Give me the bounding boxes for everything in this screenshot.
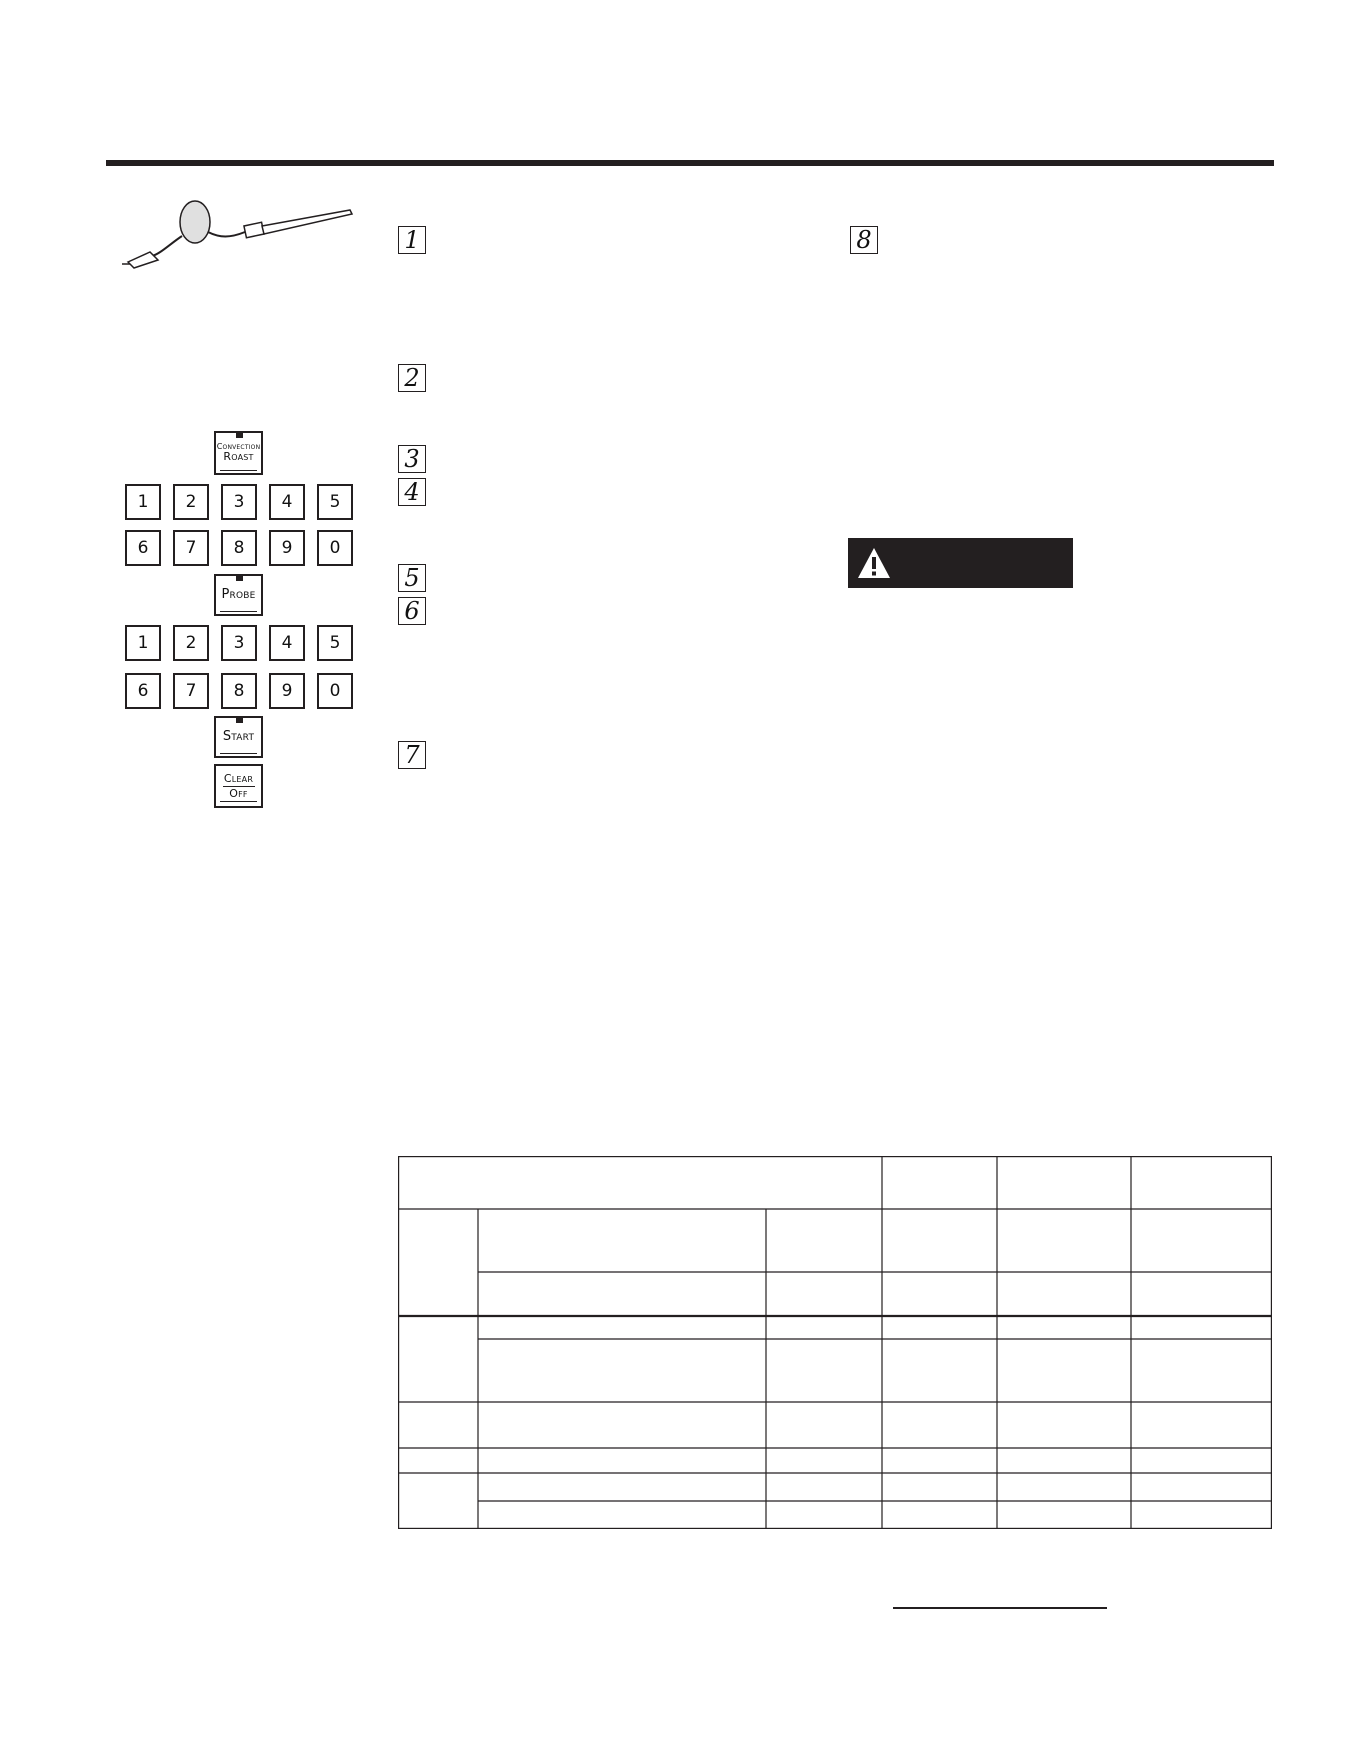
header-rule bbox=[106, 160, 1274, 166]
probe-label: Probe bbox=[221, 587, 256, 603]
digit-2-button[interactable]: 2 bbox=[173, 625, 209, 661]
clear-label: Clear bbox=[223, 771, 254, 785]
digit-3-button[interactable]: 3 bbox=[221, 484, 257, 520]
digit-0-button[interactable]: 0 bbox=[317, 530, 353, 566]
digit-7-button[interactable]: 7 bbox=[173, 673, 209, 709]
indicator-light bbox=[236, 575, 243, 581]
digit-8-button[interactable]: 8 bbox=[221, 530, 257, 566]
step-marker: 4 bbox=[398, 478, 426, 506]
cooking-table bbox=[398, 1156, 1272, 1529]
warning-banner bbox=[848, 538, 1073, 588]
digit-4-button[interactable]: 4 bbox=[269, 484, 305, 520]
indicator-light bbox=[236, 717, 243, 723]
digit-2-button[interactable]: 2 bbox=[173, 484, 209, 520]
step-marker: 6 bbox=[398, 597, 426, 625]
digit-4-button[interactable]: 4 bbox=[269, 625, 305, 661]
step-marker: 5 bbox=[398, 564, 426, 592]
start-label: Start bbox=[222, 729, 255, 745]
digit-9-button[interactable]: 9 bbox=[269, 530, 305, 566]
step-marker: 2 bbox=[398, 364, 426, 392]
digit-8-button[interactable]: 8 bbox=[221, 673, 257, 709]
convection-roast-button[interactable] bbox=[214, 431, 263, 475]
step-marker: 3 bbox=[398, 445, 426, 473]
convection-roast-label-2: Roast bbox=[223, 450, 254, 464]
start-button[interactable] bbox=[214, 716, 263, 758]
digit-5-button[interactable]: 5 bbox=[317, 484, 353, 520]
clear-off-button[interactable] bbox=[214, 764, 263, 808]
off-label: Off bbox=[229, 786, 248, 800]
step-marker: 8 bbox=[850, 226, 878, 254]
warning-triangle-icon bbox=[856, 545, 892, 581]
digit-6-button[interactable]: 6 bbox=[125, 673, 161, 709]
temperature-probe-icon bbox=[120, 196, 360, 276]
digit-3-button[interactable]: 3 bbox=[221, 625, 257, 661]
digit-9-button[interactable]: 9 bbox=[269, 673, 305, 709]
step-marker: 1 bbox=[398, 226, 426, 254]
digit-0-button[interactable]: 0 bbox=[317, 673, 353, 709]
signature-line bbox=[893, 1607, 1107, 1609]
digit-6-button[interactable]: 6 bbox=[125, 530, 161, 566]
digit-7-button[interactable]: 7 bbox=[173, 530, 209, 566]
step-marker: 7 bbox=[398, 741, 426, 769]
indicator-light bbox=[236, 432, 243, 438]
digit-1-button[interactable]: 1 bbox=[125, 625, 161, 661]
digit-1-button[interactable]: 1 bbox=[125, 484, 161, 520]
convection-roast-label-1: Convection bbox=[216, 442, 261, 452]
digit-5-button[interactable]: 5 bbox=[317, 625, 353, 661]
probe-button[interactable] bbox=[214, 574, 263, 616]
divider bbox=[220, 801, 257, 802]
